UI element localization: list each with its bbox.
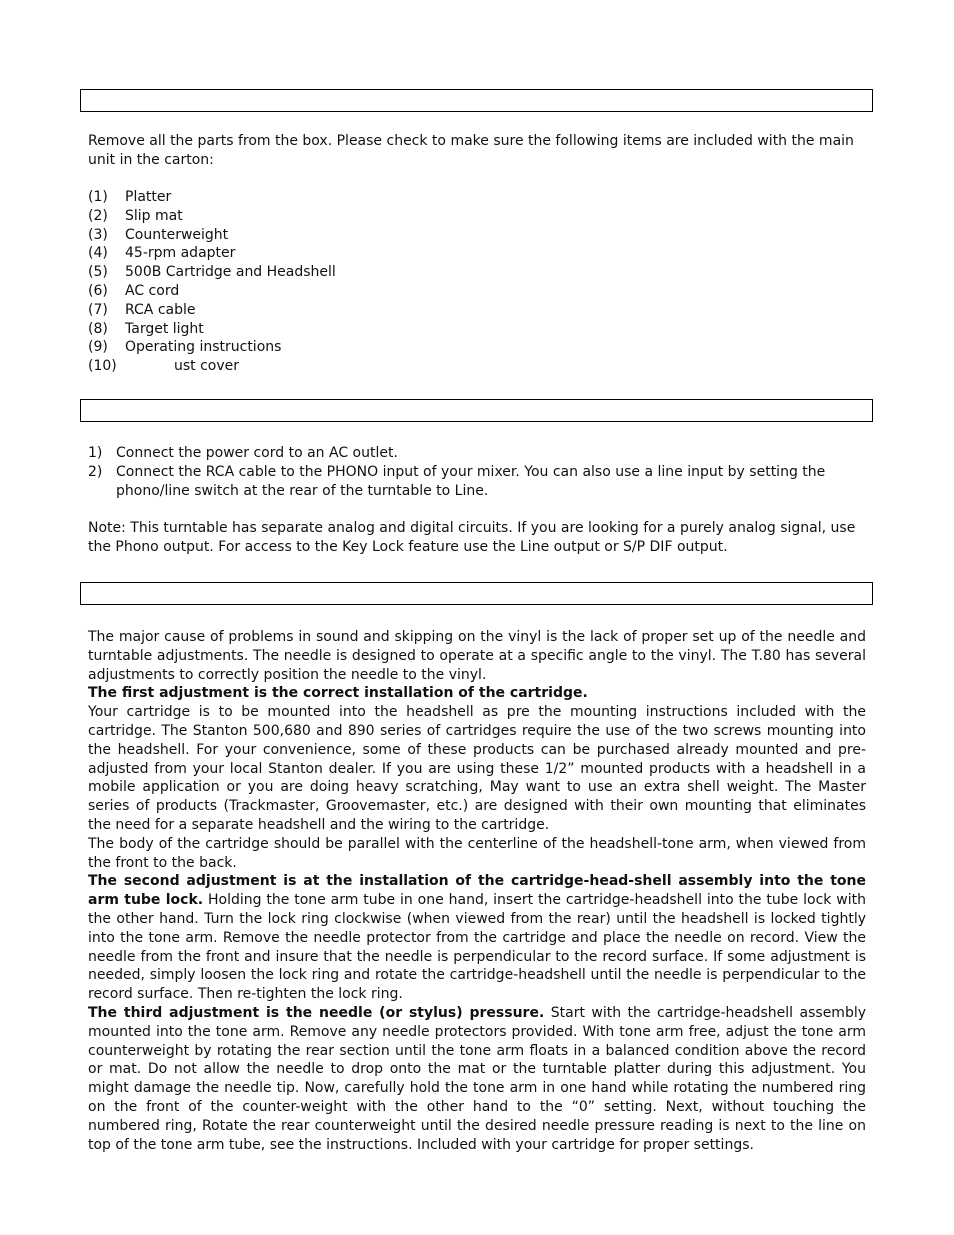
item-number: (1) <box>88 189 108 205</box>
section-header-box-setup <box>80 582 873 605</box>
item-text: Operating instructions <box>125 339 282 356</box>
setup-heading-third: The third adjustment is the needle (or stylus) pressure. <box>88 1004 545 1021</box>
list-item <box>88 338 866 357</box>
item-text: 45-rpm adapter <box>125 245 236 262</box>
item-text: ust cover <box>174 358 240 375</box>
item-text: RCA cable <box>125 301 196 318</box>
contents-list <box>88 188 866 376</box>
item-number: (8) <box>88 320 108 337</box>
list-item <box>88 444 866 463</box>
item-number: (2) <box>88 207 108 224</box>
setup-body <box>88 628 866 1154</box>
setup-paragraph: Holding the tone arm tube in one hand, insert the cartridge-headshell into the tube lock with the other hand. Turn the lock ring clockwise (when viewed from the rear) until the headshell is locked tightly into the tone arm. Remove the needle protector from the cartridge and place the needle on record. View the needle from the front and insure that the needle is perpendicular to the record surface. If some adjustment is needed, simply loosen the lock ring and rotate the cartridge-headshell until the needle is perpendicular to the record surface. Then re-tighten the lock ring. <box>88 892 866 1003</box>
setup-heading-second: The second adjustment is at the installation of the cartridge-head-shell assembly into the tone arm tube lock. <box>88 873 866 909</box>
setup-paragraph: The major cause of problems in sound and skipping on the vinyl is the lack of proper set up of the needle and turntable adjustments. The needle is designed to operate at a specific angle to the vinyl. The T.80 has several adjustments to correctly position the needle to the vinyl. <box>88 629 866 683</box>
item-number: (10) <box>88 358 117 375</box>
step-number: 1) <box>88 445 103 461</box>
item-number: (5) <box>88 264 108 281</box>
connections-note: Note: This turntable has separate analog and digital circuits. If you are looking for a purely analog signal, use the Phono output. For access to the Key Lock feature use the Line output or S/P DIF output. <box>88 520 856 555</box>
contents-intro: Remove all the parts from the box. Please check to make sure the following items are included with the main unit in the carton: <box>88 133 854 168</box>
list-item <box>88 207 866 226</box>
list-item <box>88 463 866 501</box>
step-text: Connect the RCA cable to the PHONO input of your mixer. You can also use a line input by setting the phono/line switch at the rear of the turntable to Line. <box>116 463 826 499</box>
list-item <box>88 188 866 207</box>
item-text: Slip mat <box>125 207 183 224</box>
list-item <box>88 357 866 376</box>
item-text: Target light <box>125 320 204 337</box>
list-item <box>88 263 866 282</box>
list-item <box>88 282 866 301</box>
setup-paragraph: The body of the cartridge should be parallel with the centerline of the headshell-tone arm, when viewed from the front to the back. <box>88 835 866 871</box>
item-number: (3) <box>88 226 108 243</box>
item-number: (7) <box>88 301 108 318</box>
item-text: Platter <box>125 189 172 205</box>
item-number: (6) <box>88 282 108 299</box>
step-text: Connect the power cord to an AC outlet. <box>116 445 398 461</box>
item-number: (9) <box>88 339 108 356</box>
list-item <box>88 226 866 245</box>
list-item <box>88 301 866 320</box>
setup-paragraph: Start with the cartridge-headshell assembly mounted into the tone arm. Remove any needle protectors provided. With tone arm free, adjust the tone arm counterweight by rotating the rear section until the tone arm floats in a balanced condition above the record or mat. Do not allow the needle to drop onto the mat or the turntable platter during this adjustment. You might damage the needle tip. Now, carefully hold the tone arm in one hand while rotating the numbered ring on the front of the counter-weight with the other hand to the “0” setting. Next, without touching the numbered ring, Rotate the rear counterweight until the desired needle pressure reading is next to the line on top of the tone arm tube, see the instructions. Included with your cartridge for proper settings. <box>88 1004 867 1153</box>
section-header-box-contents <box>80 89 873 112</box>
item-text: Counterweight <box>125 226 229 243</box>
item-text: 500B Cartridge and Headshell <box>125 264 336 281</box>
list-item <box>88 244 866 263</box>
setup-heading-first: The first adjustment is the correct installation of the cartridge. <box>88 685 588 702</box>
item-text: AC cord <box>125 282 180 299</box>
item-number: (4) <box>88 245 108 262</box>
list-item <box>88 320 866 339</box>
section-header-box-connections <box>80 399 873 422</box>
step-number: 2) <box>88 463 103 480</box>
setup-paragraph: Your cartridge is to be mounted into the headshell as pre the mounting instructions included with the cartridge. The Stanton 500,680 and 890 series of cartridges require the use of the two screws mounting into the headshell. For your convenience, some of these products can be purchased already mounted and pre-adjusted from your local Stanton dealer. If you are using these 1/2” mounted products with a headshell in a mobile application or you are doing heavy scratching, May want to use an extra shell weight. The Master series of products (Trackmaster, Groovemaster, etc.) are designed with their own mounting that eliminates the need for a separate headshell and the wiring to the cartridge. <box>88 704 866 833</box>
connection-steps <box>88 444 866 500</box>
